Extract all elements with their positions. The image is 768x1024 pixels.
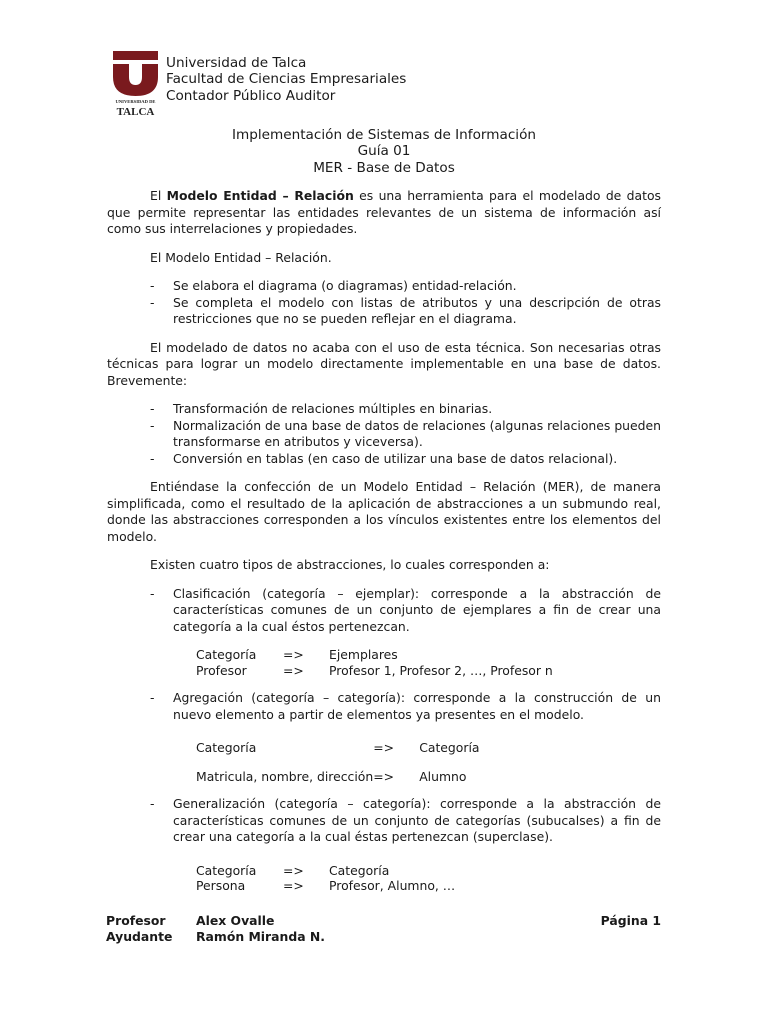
techniques-list (107, 401, 661, 467)
intro-paragraph: El Modelo Entidad – Relación es una herramienta para el modelado de datos que permite representar las entidades relevantes de un sistema de información así como sus interrelaciones y propiedades. (107, 188, 661, 236)
abstraction-agregacion (107, 690, 661, 723)
title-topic: MER - Base de Datos (313, 159, 455, 176)
example-generalizacion (196, 863, 455, 894)
table-row: Categoría => Categoría (196, 740, 480, 755)
table-row: Categoría => Categoría (196, 862, 390, 878)
list-item: - Se completa el modelo con listas de atributos y una descripción de otras restricciones que no se pueden reflejar en el diagrama. (107, 295, 661, 328)
logo-caption-bottom: TALCA (116, 106, 155, 117)
title-course: Implementación de Sistemas de Información (231, 127, 537, 143)
mer-steps-list (107, 278, 661, 328)
footer-profesor-name: Alex Ovalle (196, 913, 275, 928)
list-item: - Clasificación (categoría – ejemplar): corresponde a la abstracción de características comunes de un conjunto de ejemplares a fin de crear una categoría a la cual éstos pertenezcan. (107, 586, 661, 636)
modelado-paragraph: El modelado de datos no acaba con el uso de esta técnica. Son necesarias otras técnicas para lograr un modelo directamente implementable en una base de datos. Brevemente: (107, 339, 661, 388)
document-title (0, 127, 768, 176)
university-logo (113, 51, 158, 117)
table-row: Profesor => Profesor 1, Profesor 2, …, Profesor n (196, 662, 553, 678)
title-guide: Guía 01 (357, 143, 411, 160)
example-clasificacion (196, 647, 553, 678)
list-item: - Transformación de relaciones múltiples en binarias. (107, 401, 661, 418)
header-university: Universidad de Talca (166, 55, 307, 71)
abstraction-clasificacion (107, 586, 661, 636)
table-row: Matricula, nombre, dirección => Alumno (196, 768, 467, 784)
header-faculty: Facultad de Ciencias Empresariales (166, 71, 407, 88)
mer-heading-paragraph: El Modelo Entidad – Relación. (150, 249, 332, 265)
list-item: - Agregación (categoría – categoría): corresponde a la construcción de un nuevo elemento a partir de elementos ya presentes en el modelo. (107, 690, 661, 723)
footer-names (196, 913, 325, 945)
list-item: - Conversión en tablas (en caso de utilizar una base de datos relacional). (107, 451, 661, 468)
footer-labels (106, 913, 172, 945)
mer-term: Modelo Entidad – Relación (166, 188, 354, 203)
list-item: - Generalización (categoría – categoría): corresponde a la abstracción de características comunes de un conjunto de categorías (subucalses) a fin de crear una categoría a la cual éstas pertenezcan (superclase). (107, 796, 661, 846)
table-row: Categoría => Ejemplares (196, 647, 398, 662)
mer-definition-paragraph: Entiéndase la confección de un Modelo Entidad – Relación (MER), de manera simplificada, como el resultado de la aplicación de abstracciones a un submundo real, donde las abstracciones corresponden a los vínculos existentes entre los elementos del modelo. (107, 479, 661, 544)
footer-ayudante-label: Ayudante (106, 929, 173, 944)
list-item: - Normalización de una base de datos de relaciones (algunas relaciones pueden transformarse en atributos y viceversa). (107, 418, 661, 451)
example-agregacion (196, 740, 480, 784)
talca-shield-icon (113, 51, 158, 117)
header-program: Contador Público Auditor (166, 87, 336, 104)
page-number: Página 1 (600, 913, 661, 928)
logo-caption-top: UNIVERSIDAD DE (115, 99, 156, 104)
table-row: Persona => Profesor, Alumno, … (196, 878, 456, 893)
document-body (107, 188, 661, 894)
institution-header (166, 55, 406, 104)
abstraction-generalizacion (107, 796, 661, 846)
footer-profesor-label: Profesor (106, 913, 166, 928)
list-item: - Se elabora el diagrama (o diagramas) entidad-relación. (107, 278, 661, 295)
abstractions-intro: Existen cuatro tipos de abstracciones, lo cuales corresponden a: (150, 557, 550, 572)
footer-ayudante-name: Ramón Miranda N. (196, 929, 325, 944)
